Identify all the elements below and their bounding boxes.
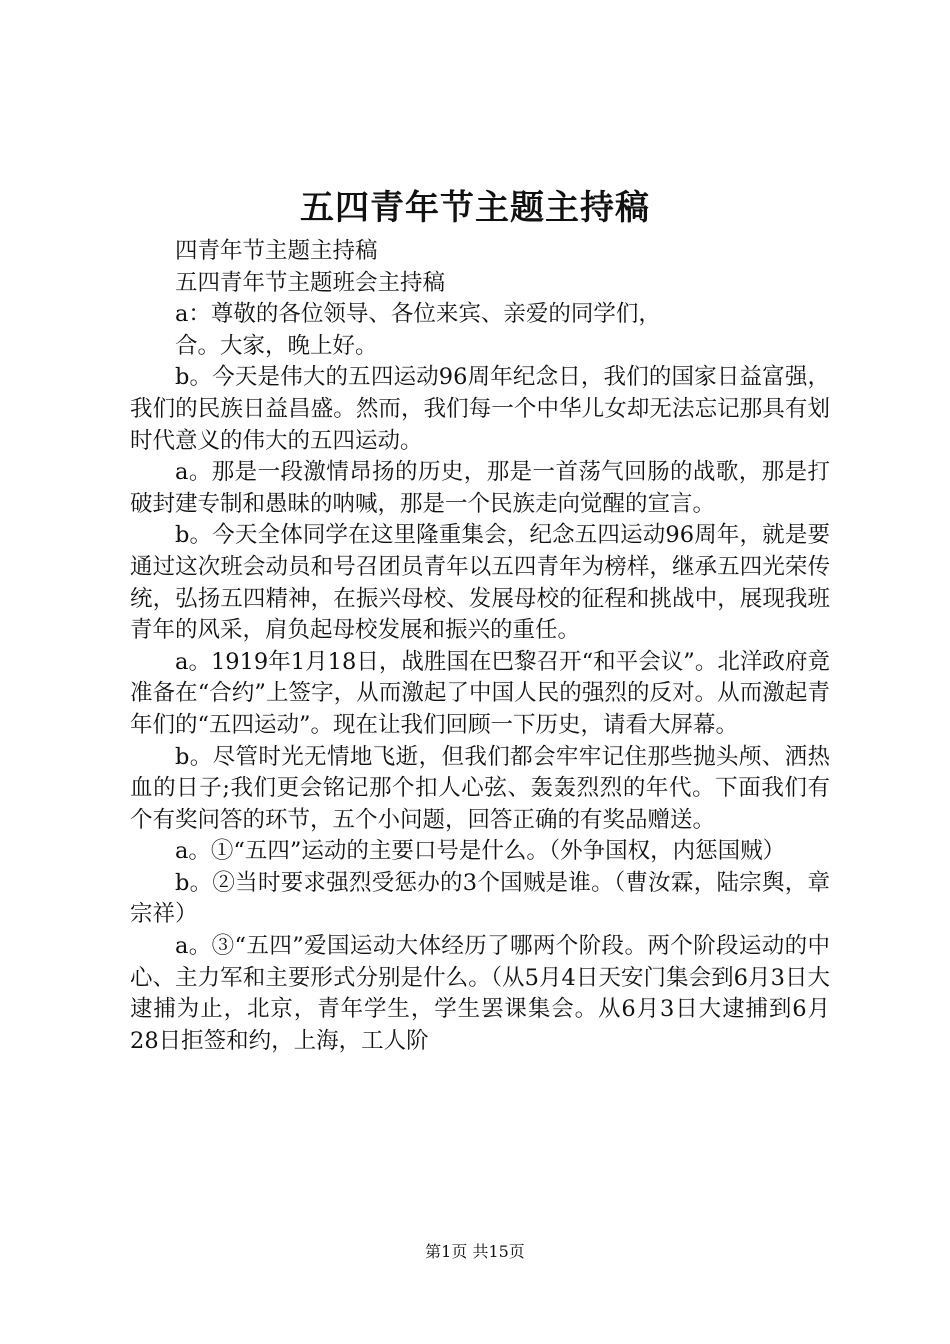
paragraph: 四青年节主题主持稿	[175, 238, 378, 264]
paragraph: a。①“五四”运动的主要口号是什么。（外争国权，内惩国贼）	[175, 838, 786, 865]
paragraph: 五四青年节主题班会主持稿	[175, 269, 446, 296]
paragraph: 合。大家，晚上好。	[175, 332, 378, 359]
paragraph: b。今天是伟大的五四运动96周年纪念日，我们的国家日益富强，我们的民族日益昌盛。然而，我们每一个中华儿女却无法忘记那具有划时代意义的伟大的五四运动。	[130, 364, 830, 454]
paragraph: b。②当时要求强烈受惩办的3个国贼是谁。（曹汝霖，陆宗舆，章宗祥）	[130, 869, 830, 928]
document-title: 五四青年节主题主持稿	[300, 188, 650, 228]
document-body	[130, 236, 830, 1057]
paragraph: a：尊敬的各位领导、各位来宾、亲爱的同学们，	[175, 301, 661, 328]
paragraph: a。那是一段激情昂扬的历史，那是一首荡气回肠的战歌，那是打破封建专制和愚昧的呐喊，那是一个民族走向觉醒的宣言。	[130, 459, 830, 517]
paragraph: a。1919年1月18日，战胜国在巴黎召开“和平会议”。北洋政府竟准备在“合约”上签字，从而激起了中国人民的强烈的反对。从而激起青年们的“五四运动”。现在让我们回顾一下历史，请看大屏幕。	[130, 648, 830, 738]
paragraph: a。③“五四”爱国运动大体经历了哪两个阶段。两个阶段运动的中心、主力军和主要形式分别是什么。（从5月4日天安门集会到6月3日大逮捕为止，北京，青年学生，学生罢课集会。从6月3日大逮捕到6月28日拒签和约，上海，工人阶	[130, 933, 830, 1054]
page-footer: 第1页 共15页	[425, 1242, 525, 1261]
paragraph: b。尽管时光无情地飞逝，但我们都会牢牢记住那些抛头颅、洒热血的日子;我们更会铭记那个扣人心弦、轰轰烈烈的年代。下面我们有个有奖问答的环节，五个小问题，回答正确的有奖品赠送。	[130, 743, 830, 833]
paragraph: b。今天全体同学在这里隆重集会，纪念五四运动96周年，就是要通过这次班会动员和号召团员青年以五四青年为榜样，继承五四光荣传统，弘扬五四精神，在振兴母校、发展母校的征程和挑战中，展现我班青年的风采，肩负起母校发展和振兴的重任。	[130, 522, 830, 644]
